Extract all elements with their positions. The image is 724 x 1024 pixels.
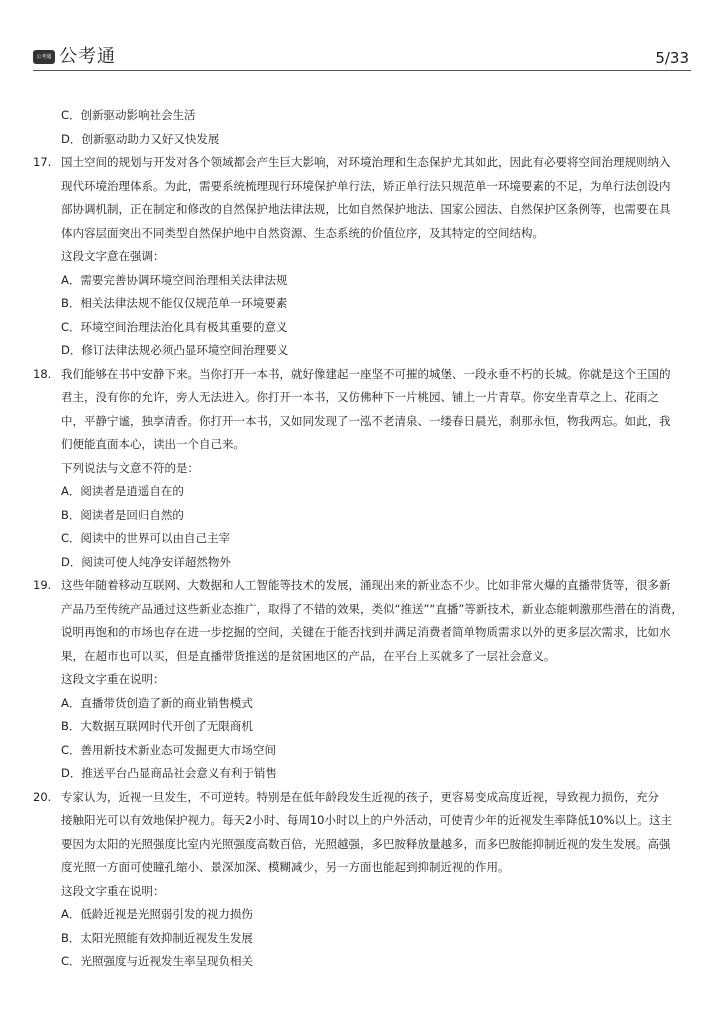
question-19: [33, 574, 693, 668]
question-line: 接触阳光可以有效地保护视力。每天2小时、每周10小时以上的户外活动，可使青少年的近视发生率降低10%以上。这主: [61, 813, 673, 827]
question-number: 20.: [33, 789, 52, 804]
option-line: C．环境空间治理法治化具有极其重要的意义: [61, 319, 288, 334]
question-number: 19.: [33, 578, 52, 592]
question-line: 国土空间的规划与开发对各个领域都会产生巨大影响，对环境治理和生态保护尤其如此，因此有必要将空间治理规则纳入: [61, 155, 671, 169]
question-line: 这些年随着移动互联网、大数据和人工智能等技术的发展，涌现出来的新业态不少。比如非常火爆的直播带货等，很多新: [61, 578, 671, 592]
question-line: 说明再饱和的市场也存在进一步挖掘的空间，关键在于能否找到并满足消费者简单物质需求以外的更多层次需求，比如水: [61, 625, 671, 639]
option-line: B．大数据互联网时代开创了无限商机: [61, 719, 253, 733]
option-line: B．相关法律法规不能仅仅规范单一环境要素: [61, 296, 288, 310]
document-body: [33, 104, 693, 974]
question-prompt: 这段文字重在说明：: [61, 883, 165, 898]
logo-text: 公考通: [59, 46, 116, 67]
question-line: 中，平静宁谧，独享清香。你打开一本书，又如同发现了一泓不老清泉、一缕春日晨光，刹那永恒，物我两忘。如此，我: [61, 413, 671, 428]
option-line: A．低龄近视是光照弱引发的视力损伤: [61, 907, 253, 921]
question-line: 要因为太阳的光照强度比室内光照强度高数百倍，光照越强，多巴胺释放量越多，而多巴胺能抑制近视的发生发展。高强: [61, 836, 671, 851]
page-header: [33, 44, 691, 70]
question-line: 果，在超市也可以买，但是直播带货推送的是贫困地区的产品，在平台上买就多了一层社会意义。: [61, 648, 556, 663]
question-prompt: 下列说法与文意不符的是：: [61, 460, 199, 475]
question-number: 17.: [33, 155, 52, 169]
question-line: 我们能够在书中安静下来。当你打开一本书，就好像建起一座坚不可摧的城堡、一段永垂不朽的长城。你就是这个王国的: [61, 366, 671, 381]
option-line: D．创新驱动助力又好又快发展: [61, 131, 220, 146]
question-line: 们便能直面本心，读出一个自己来。: [61, 437, 245, 451]
logo-icon: 公考通: [33, 50, 55, 64]
option-line: C．创新驱动影响社会生活: [61, 108, 196, 122]
option-line: C．光照强度与近视发生率呈现负相关: [61, 954, 254, 968]
question-prompt: 这段文字重在说明：: [61, 672, 165, 686]
question-line: 部协调机制，正在制定和修改的自然保护地法律法规，比如自然保护地法、国家公园法、自然保护区条例等，也需要在具: [61, 202, 671, 216]
question-number: 18.: [33, 366, 52, 381]
option-line: C．阅读中的世界可以由自己主宰: [61, 531, 231, 545]
question-20: [33, 786, 693, 880]
option-line: A．直播带货创造了新的商业销售模式: [61, 695, 253, 710]
question-line: 现代环境治理体系。为此，需要系统梳理现行环境保护单行法，矫正单行法只规范单一环境要素的不足，为单行法创设内: [61, 178, 671, 193]
question-17: [33, 151, 693, 245]
question-line: 度光照一方面可使瞳孔缩小、景深加深、模糊减少，另一方面也能起到抑制近视的作用。: [61, 860, 510, 874]
question-line: 产品乃至传统产品通过这些新业态推广，取得了不错的效果，类似“推送”“直播”等新技术，新业态能刺激那些潜在的消费，: [61, 601, 683, 616]
option-line: D．推送平台凸显商品社会意义有利于销售: [61, 766, 277, 780]
option-line: A．阅读者是逍遥自在的: [61, 484, 184, 498]
question-line: 专家认为，近视一旦发生，不可逆转。特别是在低年龄段发生近视的孩子，更容易变成高度近视，导致视力损伤，充分: [61, 789, 659, 804]
question-line: 君主，没有你的允许，旁人无法进入。你打开一本书，又仿佛种下一片桃园、铺上一片青草。你安坐青草之上、花雨之: [61, 390, 659, 404]
option-line: A．需要完善协调环境空间治理相关法律法规: [61, 272, 288, 287]
option-line: D．阅读可使人纯净安详超然物外: [61, 554, 231, 569]
question-line: 体内容层面突出不同类型自然保护地中自然资源、生态系统的价值位序，及其特定的空间结构。: [61, 225, 544, 240]
question-prompt: 这段文字意在强调：: [61, 249, 165, 263]
option-line: B．阅读者是回归自然的: [61, 507, 184, 522]
option-line: C．善用新技术新业态可发掘更大市场空间: [61, 742, 277, 757]
page-number: 5/33: [655, 49, 689, 67]
header-divider: [33, 70, 691, 71]
option-line: B．太阳光照能有效抑制近视发生发展: [61, 930, 253, 945]
question-18: [33, 363, 693, 457]
option-line: D．修订法律法规必须凸显环境空间治理要义: [61, 343, 289, 357]
